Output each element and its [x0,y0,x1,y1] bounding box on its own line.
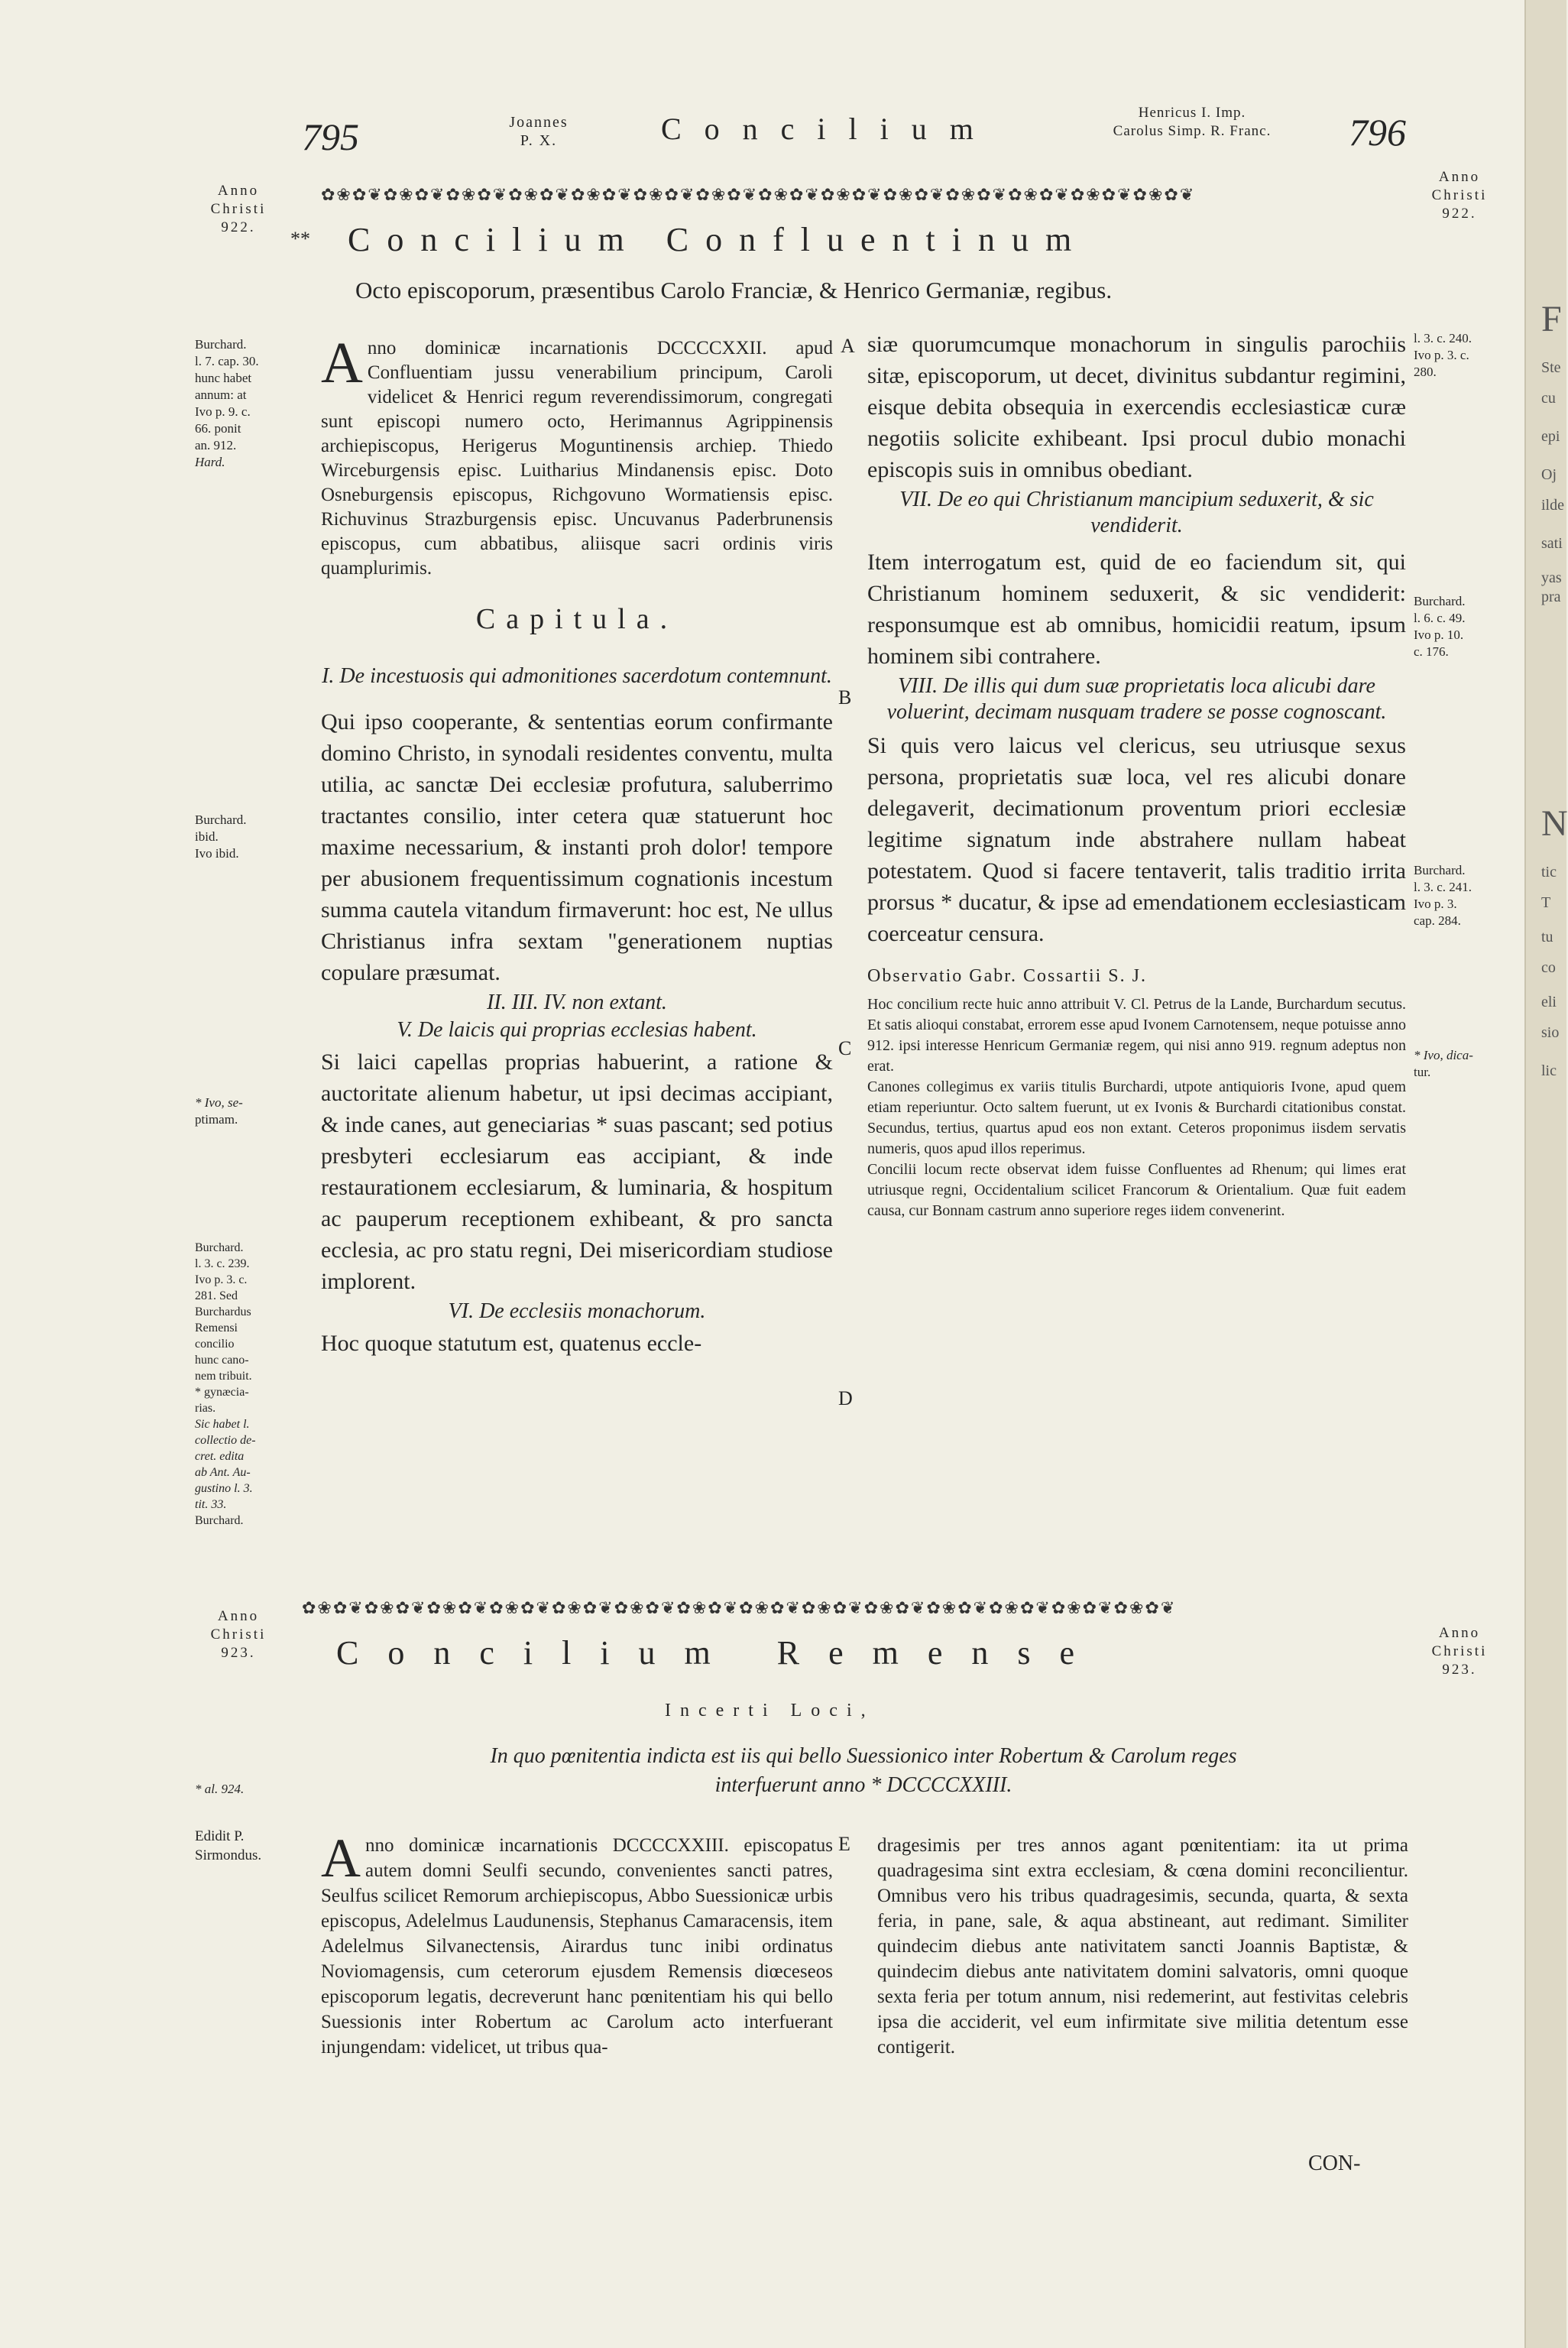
edge-fragment: cu [1541,390,1556,407]
running-head-pope: Joannes [509,114,569,131]
running-head-pope-number: P. X. [520,132,558,149]
edge-fragment: sati [1541,535,1563,552]
edge-fragment: Ste [1541,359,1561,376]
note-line: hunc cano- [195,1354,249,1367]
note-line: l. 3. c. 241. [1414,880,1472,894]
section-description-line-1: In quo pœnitentia indicta est iis qui bello Suessionico inter Robertum & Carolum reges [490,1744,1237,1768]
year: 923. [221,1645,256,1661]
note-line: Edidit P. [195,1828,245,1844]
edge-fragment: tu [1541,929,1553,945]
note-line: 280. [1414,365,1437,379]
anno-word: Anno [217,183,260,199]
chapter-text-6-cont: siæ quorumcumque monachorum in singulis parochiis sitæ, episcoporum, ut decet, divinitus subdantur regimini, eisque debita obsequia in exercendis ecclesiasticæ curæ negotiis solicite exhibeant. Ipsi procul dubio monachi episcopis suis in omnibus obediant. [867,332,1406,482]
margin-note-right-2 [1414,593,1521,660]
note-line: Sic habet l. [195,1418,250,1431]
edge-fragment: ilde [1541,497,1564,514]
note-line: Burchard. [195,337,247,352]
edge-fragment: eli [1541,994,1557,1010]
column-letter-e: E [838,1833,850,1855]
edge-fragment: yas [1541,569,1562,586]
christi-word: Christi [210,1626,267,1643]
note-line: Burchard. [195,812,247,827]
margin-note-ivo-septimam [195,1095,302,1128]
note-line: 281. Sed [195,1289,238,1302]
margin-note-right-3 [1414,862,1521,929]
note-line: tur. [1414,1065,1431,1079]
anno-christi-left [200,182,277,237]
note-line: * Ivo, se- [195,1095,243,1110]
running-head-title: Concilium [661,112,996,146]
column-letter-c: C [838,1037,852,1059]
ornament-band-middle: ✿❀✿❦✿❀✿❦✿❀✿❦✿❀✿❦✿❀✿❦✿❀✿❦✿❀✿❦✿❀✿❦✿❀✿❦✿❀✿❦✿❀✿❦✿❀✿❦✿❀✿❦✿❀✿❦ [302,1598,1177,1617]
observatio-paragraph-3: Concilii locum recte observat idem fuisse Confluentes ad Rhenum; qui limes erat utriusque regni, Occidentalium scilicet Francorum & Orientalium. Quæ fuit eadem causa, cur Bonnam castrum anno superiore reges iidem convenerint. [867,1161,1406,1219]
edge-fragment: epi [1541,428,1560,445]
note-line: Burchardus [195,1305,251,1318]
christi-word: Christi [1431,187,1488,203]
section-title-confluentinum: Concilium Confluentinum [348,221,1089,258]
note-line: hunc habet [195,371,252,385]
note-line: collectio de- [195,1434,256,1447]
anno-christi-left-923 [200,1607,277,1662]
edge-fragment: T [1541,894,1551,911]
margin-note-edidit [195,1827,302,1865]
observatio-paragraph-1: Hoc concilium recte huic anno attribuit V. Cl. Petrus de la Lande, Burchardum secutus. Et satis alioqui constabat, errorem esse apud Ivonem Carnotensem, neque potuisse anno 912. ipsi interesse Henricum Germaniæ regem, qui nisi anno 919. regnum adeptus non erat. [867,996,1406,1075]
chapter-heading-8: VIII. De illis qui dum suæ proprietatis loca alicubi dare voluerint, decimam nusquam tradere se posse cognoscant. [886,674,1387,724]
note-line: Ivo p. 3. c. [1414,348,1469,362]
incerti-loci: Incerti Loci, [665,1701,875,1720]
column-letter-d: D [838,1387,853,1409]
note-line: l. 6. c. 49. [1414,611,1466,625]
column-letter-a: A [841,335,855,357]
margin-note-al-924: * al. 924. [195,1782,245,1796]
year: 922. [1442,206,1477,222]
anno-christi-right-923 [1417,1624,1502,1679]
intro-paragraph [321,331,833,581]
note-line: Ivo ibid. [195,846,239,861]
note-line: Hard. [195,455,225,469]
observatio-heading: Observatio Gabr. Cossartii S. J. [867,966,1147,986]
lower-right-text: dragesimis per tres annos agant pœnitentiam: ita ut prima quadragesima sint extra ecclesiam, & cœna domini reconcilientur. Omnibus vero his tribus quadragesimis, secunda, quarta, & sexta feria, in pane, sale, & aqua abstineant, aut redimant. Similiter quindecim diebus ante nativitatem sancti Joannis Baptistæ, & quindecim diebus ante nativitatem domini salvatoris, omni quoque sexta feria per totum annum, nisi redemerint, aut festivitas celebris ipsa die acciderit, vel eum infirmitate sive militia detentum esse contigerit. [877,1835,1408,2058]
anno-word: Anno [217,1608,260,1624]
edge-fragment: Oj [1541,466,1557,483]
chapter-text-7: Item interrogatum est, quid de eo faciendum sit, qui Christianum hominem seduxerit, & sic vendiderit: responsumque est ab omnibus, homicidii reatum, ipsum hominem sibi contrahere. [867,550,1406,669]
note-line: an. 912. [195,438,237,452]
note-line: * gynæcia- [195,1386,249,1399]
margin-note-burchard-3 [195,1240,302,1529]
anno-word: Anno [1438,169,1481,185]
catchword: CON- [1308,2152,1361,2175]
lower-left-column [321,1827,833,2060]
year: 923. [1442,1662,1477,1678]
note-line: Burchard. [1414,863,1466,877]
section-subtitle: Octo episcoporum, præsentibus Carolo Franciæ, & Henrico Germaniæ, regibus. [355,277,1113,303]
note-line: 66. ponit [195,421,241,436]
note-line: gustino l. 3. [195,1482,253,1495]
note-line: Ivo p. 9. c. [195,404,251,419]
chapter-heading-5: V. De laicis qui proprias ecclesias habent. [397,1018,757,1042]
lower-left-text: nno dominicæ incarnationis DCCCCXXIII. episcopatus autem domni Seulfi secundo, convenientes sancti patres, Seulfus scilicet Remorum archiepiscopus, Abbo Suessionicæ urbis episcopus, Adelelmus Laudunensis, Stephanus Camaracensis, item Adelelmus Silvanectensis, Airardus tunc inibi ordinatus Noviomagensis, cum ceterorum ejusdem Remensis diœceseos episcoporum legatis, decreverunt hanc pœnitentiam his qui bello Suessionis inter Robertum ac Carolum acto interfuerant injungendam: videlicet, ut tribus qua- [321,1835,833,2058]
note-line: l. 3. c. 240. [1414,331,1472,345]
margin-note-right-1 [1414,330,1521,381]
note-line: Ivo p. 3. [1414,897,1457,911]
next-page-edge [1524,0,1566,2348]
edge-fragment: N [1541,803,1568,844]
note-line: concilio [195,1338,235,1351]
intro-text: nno dominicæ incarnationis DCCCCXXII. apud Confluentiam jussu venerabilium principum, Caroli videlicet & Henrici regum reverendissimorum, congregati sunt episcopi numero octo, Herimannus Agrippinensis archiepiscopus, Herigerus Moguntinensis archiep. Thiedo Wirceburgensis episc. Luitharius Mindanensis episc. Doto Osneburgensis episcopus, Richgovuno Wormatiensis episc. Richuvinus Strazburgensis episc. Uncuvanus Paderbrunensis episcopus, cum abbatibus, aliisque sacri ordinis viris quamplurimis. [321,338,833,579]
anno-christi-right [1417,168,1502,223]
edge-fragment: F [1541,299,1562,339]
note-line: Remensi [195,1322,238,1335]
chapter-text-5: Si laici capellas proprias habuerint, a ratione & auctoritate alienum habetur, ut ipsi decimas accipiant, & inde canes, aut geneciarias * suas pascant; sed potius presbyteri ecclesiarum eas accipiant, & inde restaurationem ecclesiarum, & luminaria, & hospitum ac pauperum receptionem exhibeant, & pro sancta ecclesia, ac pro statu regni, Dei misericordiam studiose implorent. [321,1049,833,1294]
note-line: Burchard. [195,1514,244,1527]
note-line: l. 3. c. 239. [195,1257,250,1270]
right-page-number: 796 [1349,111,1406,154]
note-line: tit. 33. [195,1498,227,1511]
note-line: ibid. [195,829,219,844]
right-column [867,329,1406,1221]
running-head-emperor: Henricus I. Imp. [1138,105,1246,121]
note-line: c. 176. [1414,644,1449,659]
running-head-right [1074,104,1310,141]
christi-word: Christi [210,201,267,217]
note-line: Ivo p. 10. [1414,628,1464,642]
margin-note-right-4 [1414,1047,1521,1081]
chapter-heading-6: VI. De ecclesiis monachorum. [448,1299,706,1323]
edge-fragment: lic [1541,1062,1557,1079]
title-marker: ** [290,228,310,250]
note-line: ab Ant. Au- [195,1466,251,1479]
edge-fragment: tic [1541,864,1557,880]
drop-cap: A [321,331,363,395]
left-page-number: 795 [302,115,359,158]
note-line: cret. edita [195,1450,245,1463]
year: 922. [221,219,256,235]
column-letter-b: B [838,686,852,709]
note-line: rias. [195,1402,216,1415]
note-line: Burchard. [195,1241,244,1254]
chapter-heading-2: II. III. IV. non extant. [487,991,667,1014]
note-line: Burchard. [1414,594,1466,608]
edge-fragment: sio [1541,1024,1560,1041]
chapter-text-1: Qui ipso cooperante, & sententias eorum confirmante domino Christo, in synodali residentes conventu, multa utilia, ac sanctæ Dei ecclesiæ profutura, saluberrimo tractantes consilio, inter cetera quæ statuerunt hoc maxime necessarium, & instanti proh dolor! tempore per abusionem frequentissimum cognationis incestum summa cautela vitandum firmaverunt: hoc est, Ne ullus Christianus infra sextam "generationem nuptias copulare præsumat. [321,709,833,985]
note-line: ptimam. [195,1112,238,1127]
edge-fragment: co [1541,959,1556,976]
section-title-remense: Concilium Remense [336,1634,1104,1672]
observatio-paragraph-2: Canones collegimus ex variis titulis Burchardi, utpote antiquioris Ivone, apud quem etiam reperiuntur. Octo saltem fuerunt, ut ex Ivonis & Burchardi citationibus constat. Secundus, tertius, quartus apud eos non extant. Ceteros proponimus iisdem servatis numeris, quos apud illos reperimus. [867,1078,1406,1157]
note-line: Ivo p. 3. c. [195,1273,248,1286]
left-column [321,331,833,1359]
note-line: annum: at [195,388,247,402]
drop-cap: A [321,1827,361,1889]
edge-fragment: pra [1541,589,1561,605]
lower-right-column [877,1833,1408,2060]
anno-word: Anno [1438,1625,1481,1641]
capitula-heading: Capitula. [475,603,679,635]
chapter-text-6: Hoc quoque statutum est, quatenus eccle- [321,1331,702,1356]
chapter-heading-1: I. De incestuosis qui admonitiones sacerdotum contemnunt. [322,664,832,688]
christi-word: Christi [1431,1643,1488,1659]
note-line: nem tribuit. [195,1370,252,1383]
running-head-king: Carolus Simp. R. Franc. [1113,123,1272,139]
chapter-text-8: Si quis vero laicus vel clericus, seu utriusque sexus persona, proprietatis suæ loca, vel res alicubi donare delegaverit, decimationum proventum priori ecclesiæ legitime signatum inde abstrahere nullam habeat potestatem. Quod si facere tentaverit, talis traditio irrita prorsus * ducatur, & ipse ad emendationem ecclesiasticam coerceatur censura. [867,733,1406,946]
section-description-line-2: interfuerunt anno * DCCCCXXIII. [714,1773,1012,1797]
note-line: l. 7. cap. 30. [195,354,259,368]
running-head-left [481,113,596,150]
margin-note-burchard-1 [195,336,302,471]
chapter-heading-7: VII. De eo qui Christianum mancipium seduxerit, & sic vendiderit. [899,488,1374,537]
note-line: * Ivo, dica- [1414,1048,1473,1062]
note-line: Sirmondus. [195,1847,262,1863]
note-line: cap. 284. [1414,913,1461,928]
margin-note-burchard-2 [195,812,302,862]
ornament-band-top: ✿❀✿❦✿❀✿❦✿❀✿❦✿❀✿❦✿❀✿❦✿❀✿❦✿❀✿❦✿❀✿❦✿❀✿❦✿❀✿❦✿❀✿❦✿❀✿❦✿❀✿❦✿❀✿❦ [321,185,1196,204]
